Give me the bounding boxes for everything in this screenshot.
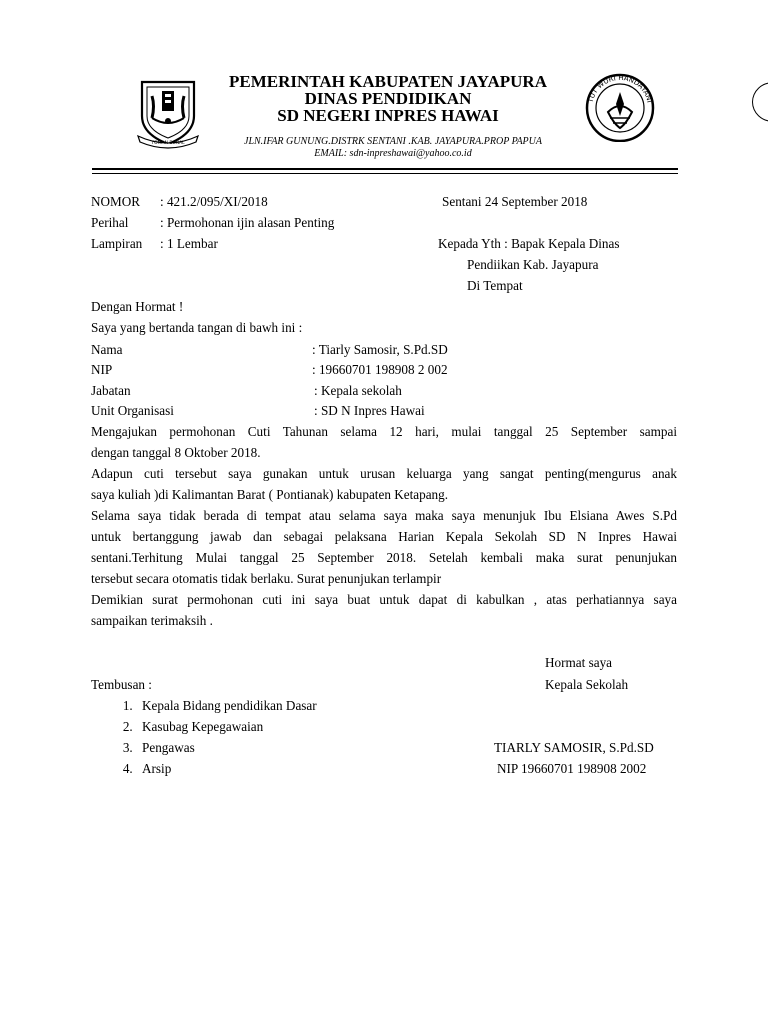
- place-date: Sentani 24 September 2018: [442, 194, 588, 209]
- paragraph-line: saya kuliah )di Kalimantan Barat ( Pontianak) kabupaten Ketapang.: [91, 487, 449, 502]
- list-item: 4. Arsip: [136, 760, 317, 781]
- perihal-value: : Permohonan ijin alasan Penting: [160, 215, 335, 230]
- recipient-line-1: Kepada Yth : Bapak Kepala Dinas: [438, 236, 620, 251]
- paragraph-line: tersebut secara otomatis tidak berlaku. Surat penunjukan terlampir: [91, 571, 442, 586]
- list-item: 2. Kasubag Kepegawaian: [136, 718, 317, 739]
- signatory-nip: NIP 19660701 198908 2002: [497, 761, 647, 776]
- letterhead-address: JLN.IFAR GUNUNG.DISTRK SENTANI .KAB. JAYAPURA.PROP PAPUA: [244, 136, 542, 147]
- nomor-value: : 421.2/095/XI/2018: [160, 194, 268, 209]
- field-value: : 19660701 198908 2 002: [312, 362, 448, 377]
- tembusan-list: [91, 697, 317, 781]
- tembusan-label: Tembusan :: [91, 677, 152, 692]
- field-label: Nama: [91, 342, 123, 357]
- letterhead-divider-thick: [92, 168, 678, 170]
- list-item: 1. Kepala Bidang pendidikan Dasar: [136, 697, 317, 718]
- paragraph-line: Adapun cuti tersebut saya gunakan untuk urusan keluarga yang sangat penting(mengurus anak: [91, 466, 677, 481]
- paragraph-line: Selama saya tidak berada di tempat atau selama saya maka saya menunjuk Ibu Elsiana Awes S.Pd: [91, 508, 677, 523]
- nomor-label: NOMOR: [91, 194, 141, 209]
- cropped-emblem-edge: [752, 82, 768, 122]
- svg-text:TOMAN DENAL: TOMAN DENAL: [151, 141, 185, 146]
- list-item: 3. Pengawas: [136, 739, 317, 760]
- field-label: NIP: [91, 362, 113, 377]
- svg-text:TUT WURI HANDAYANI: TUT WURI HANDAYANI: [586, 73, 654, 104]
- field-value: : SD N Inpres Hawai: [314, 403, 425, 418]
- recipient-line-3: Di Tempat: [467, 278, 523, 293]
- field-value: : Tiarly Samosir, S.Pd.SD: [312, 342, 448, 357]
- signatory-name: TIARLY SAMOSIR, S.Pd.SD: [494, 740, 654, 755]
- field-value: : Kepala sekolah: [314, 383, 402, 398]
- lampiran-label: Lampiran: [91, 236, 143, 251]
- closing-salutation: Hormat saya: [545, 655, 613, 670]
- letterhead-line-3: SD NEGERI INPRES HAWAI: [277, 106, 499, 125]
- recipient-line-2: Pendiikan Kab. Jayapura: [467, 257, 599, 272]
- field-label: Unit Organisasi: [91, 403, 174, 418]
- paragraph-line: sentani.Terhitung Mulai tanggal 25 September 2018. Setelah kembali maka surat penunjukan: [91, 550, 677, 565]
- letterhead-divider-thin: [92, 173, 678, 174]
- intro-line: Saya yang bertanda tangan di bawh ini :: [91, 320, 303, 335]
- letterhead-line-2: DINAS PENDIDIKAN: [304, 89, 472, 108]
- paragraph-line: Demikian surat permohonan cuti ini saya buat untuk dapat di kabulkan , atas perhatiannya saya: [91, 592, 677, 607]
- letterhead-email: EMAIL: sdn-inpreshawai@yahoo.co.id: [314, 148, 472, 159]
- paragraph-line: sampaikan terimaksih .: [91, 613, 213, 628]
- tut-wuri-handayani-logo: [580, 72, 660, 142]
- letterhead-line-1: PEMERINTAH KABUPATEN JAYAPURA: [229, 72, 547, 91]
- paragraph-line: untuk bertanggung jawab dan sebagai pelaksana Harian Kepala Sekolah SD N Inpres Hawai: [91, 529, 677, 544]
- lampiran-value: : 1 Lembar: [160, 236, 218, 251]
- signatory-position: Kepala Sekolah: [545, 677, 629, 692]
- field-label: Jabatan: [91, 383, 131, 398]
- paragraph-line: dengan tanggal 8 Oktober 2018.: [91, 445, 261, 460]
- paragraph-line: Mengajukan permohonan Cuti Tahunan selama 12 hari, mulai tanggal 25 September sampai: [91, 424, 677, 439]
- greeting: Dengan Hormat !: [91, 299, 184, 314]
- perihal-label: Perihal: [91, 215, 129, 230]
